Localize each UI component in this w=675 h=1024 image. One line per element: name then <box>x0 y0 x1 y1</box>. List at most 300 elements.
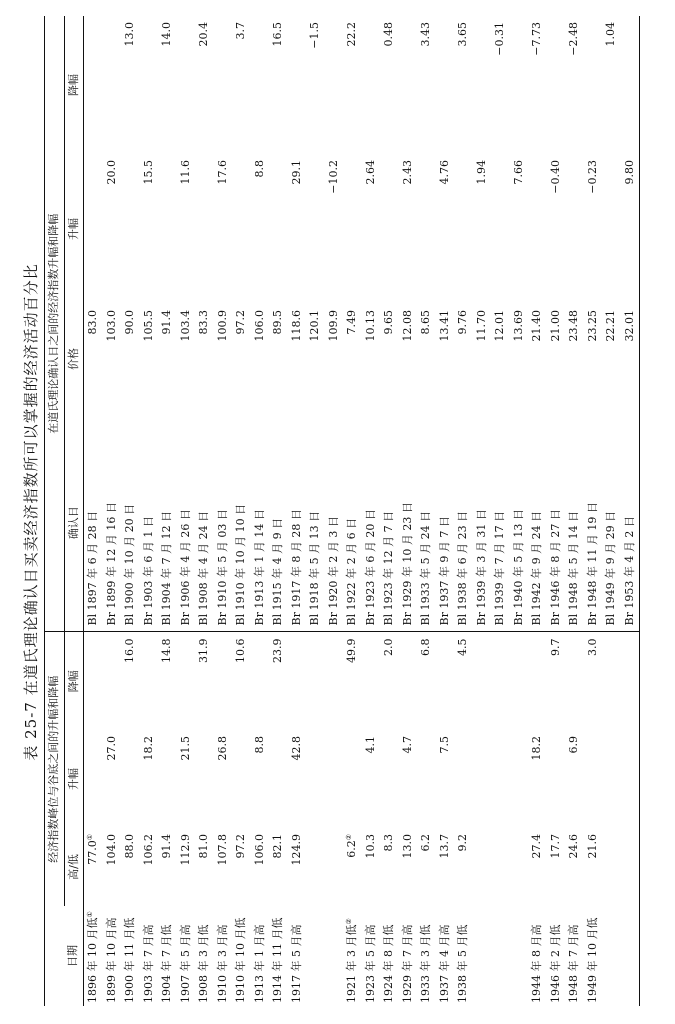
cell-confirm-date-text: Bl 1939 年 7 月 17 日 <box>493 510 506 626</box>
cell-high-low-text: 124.9 <box>289 834 303 866</box>
table-row <box>528 16 547 1006</box>
cell-fall <box>491 632 510 730</box>
cell-rise <box>491 730 510 828</box>
cell-fall <box>473 632 492 730</box>
cell-price-text: 103.4 <box>178 309 192 342</box>
cell-confirm-fall <box>417 16 436 154</box>
cell-confirm-fall <box>251 16 270 154</box>
cell-high-low <box>306 828 325 906</box>
cell-high-low <box>195 828 214 906</box>
cell-price-text: 118.6 <box>289 309 303 342</box>
cell-confirm-fall <box>232 16 251 154</box>
cell-high-low <box>214 828 233 906</box>
cell-confirm-fall <box>454 16 473 154</box>
cell-high-low <box>121 828 140 906</box>
cell-fall <box>584 632 603 730</box>
cell-date <box>325 906 344 1006</box>
cell-high-low <box>528 828 547 906</box>
cell-fall-text: 16.0 <box>123 638 136 663</box>
cell-price <box>251 304 270 414</box>
cell-date-text: 1900 年 11 月低 <box>123 917 136 1003</box>
cell-confirm-date-text: Br 1953 年 4 月 2 日 <box>622 516 636 626</box>
cell-fall <box>343 632 362 730</box>
cell-confirm-rise <box>288 154 307 304</box>
cell-fall <box>103 632 122 730</box>
cell-rise <box>343 730 362 828</box>
cell-date-text: 1937 年 4 月高 <box>437 924 451 1003</box>
cell-confirm-fall <box>399 16 418 154</box>
cell-confirm-fall <box>510 16 529 154</box>
cell-high-low <box>565 828 584 906</box>
cell-high-low-text: 104.0 <box>104 834 118 866</box>
cell-price-text: 7.49 <box>345 309 358 335</box>
cell-confirm-rise <box>454 154 473 304</box>
cell-fall <box>158 632 177 730</box>
cell-fall-text: 49.9 <box>345 638 358 663</box>
table-row <box>473 16 492 1006</box>
cell-confirm-date <box>417 414 436 632</box>
cell-date <box>528 906 547 1006</box>
cell-confirm-rise <box>251 154 270 304</box>
cell-price-text: 9.65 <box>382 309 395 335</box>
cell-confirm-date-text: Bl 1910 年 10 月 10 日 <box>234 503 247 626</box>
cell-rise <box>288 730 307 828</box>
cell-confirm-date <box>602 414 621 632</box>
cell-confirm-rise <box>473 154 492 304</box>
header-price: 价格 <box>64 304 84 414</box>
cell-date-text: 1946 年 2 月低 <box>548 924 562 1003</box>
cell-fall-text: 9.7 <box>548 638 562 656</box>
cell-confirm-rise-text: 7.66 <box>511 159 525 185</box>
cell-rise <box>621 730 640 828</box>
cell-date-text: 1904 年 7 月低 <box>160 924 173 1003</box>
cell-confirm-fall <box>584 16 603 154</box>
cell-price <box>491 304 510 414</box>
cell-confirm-fall <box>325 16 344 154</box>
footnote-marker: ① <box>86 911 94 918</box>
cell-price <box>325 304 344 414</box>
cell-confirm-rise-text: 11.6 <box>178 159 192 185</box>
table-row <box>454 16 473 1006</box>
cell-high-low <box>436 828 455 906</box>
cell-high-low-text: 91.4 <box>160 834 173 859</box>
cell-date <box>177 906 196 1006</box>
cell-rise <box>362 730 381 828</box>
cell-confirm-date <box>325 414 344 632</box>
cell-confirm-rise <box>343 154 362 304</box>
table-row <box>399 16 418 1006</box>
cell-high-low-text: 24.6 <box>567 834 580 859</box>
cell-rise <box>140 730 159 828</box>
cell-price-text: 91.4 <box>160 309 173 335</box>
cell-high-low-text: 82.1 <box>271 834 284 859</box>
table-row <box>362 16 381 1006</box>
cell-price-text: 120.1 <box>308 309 321 342</box>
cell-price <box>84 304 103 414</box>
cell-price-text: 8.65 <box>419 309 432 335</box>
cell-confirm-rise <box>195 154 214 304</box>
cell-date-text: 1908 年 3 月低 <box>197 924 210 1003</box>
cell-confirm-rise-text: −0.23 <box>585 159 599 194</box>
cell-price <box>214 304 233 414</box>
cell-date-text: 1899 年 10 月高 <box>104 917 118 1003</box>
cell-price-text: 83.0 <box>86 309 99 335</box>
cell-confirm-rise-text: 17.6 <box>215 159 229 185</box>
cell-high-low <box>417 828 436 906</box>
cell-price <box>473 304 492 414</box>
cell-date <box>121 906 140 1006</box>
cell-high-low <box>454 828 473 906</box>
cell-confirm-date-text: Br 1929 年 10 月 23 日 <box>400 502 414 626</box>
cell-high-low <box>491 828 510 906</box>
cell-confirm-rise <box>232 154 251 304</box>
cell-date <box>84 906 103 1006</box>
cell-confirm-fall <box>436 16 455 154</box>
cell-date <box>454 906 473 1006</box>
cell-confirm-date <box>84 414 103 632</box>
cell-confirm-date-text: Bl 1922 年 2 月 6 日 <box>345 517 358 626</box>
cell-rise-text: 27.0 <box>104 736 118 761</box>
cell-confirm-fall-text: −0.31 <box>493 21 506 56</box>
cell-confirm-fall <box>565 16 584 154</box>
cell-fall-text: 3.0 <box>585 638 599 656</box>
cell-confirm-rise <box>584 154 603 304</box>
cell-confirm-date <box>177 414 196 632</box>
cell-confirm-fall-text: −2.48 <box>567 21 580 56</box>
cell-high-low <box>547 828 566 906</box>
cell-confirm-date-text: Bl 1933 年 5 月 24 日 <box>419 510 432 626</box>
cell-confirm-date-text: Br 1899 年 12 月 16 日 <box>104 502 118 626</box>
header-fall-right: 降幅 <box>64 16 84 154</box>
cell-confirm-date-text: Bl 1904 年 7 月 12 日 <box>160 510 173 626</box>
cell-fall <box>306 632 325 730</box>
cell-date <box>565 906 584 1006</box>
cell-price <box>380 304 399 414</box>
cell-confirm-fall <box>177 16 196 154</box>
cell-confirm-rise <box>417 154 436 304</box>
cell-high-low-text: 13.0 <box>400 834 414 859</box>
table-row <box>121 16 140 1006</box>
cell-price-text: 83.3 <box>197 309 210 335</box>
cell-high-low <box>177 828 196 906</box>
cell-price <box>602 304 621 414</box>
cell-confirm-date <box>436 414 455 632</box>
cell-fall <box>269 632 288 730</box>
header-rise-right: 升幅 <box>64 154 84 304</box>
cell-high-low <box>140 828 159 906</box>
cell-confirm-rise <box>214 154 233 304</box>
cell-confirm-rise <box>491 154 510 304</box>
cell-price <box>177 304 196 414</box>
cell-confirm-date <box>343 414 362 632</box>
cell-confirm-date <box>491 414 510 632</box>
cell-fall <box>417 632 436 730</box>
cell-confirm-fall-text: 0.48 <box>382 21 395 47</box>
cell-confirm-fall-text: −7.73 <box>530 21 543 56</box>
cell-confirm-rise <box>306 154 325 304</box>
cell-high-low-text: 13.7 <box>437 834 451 859</box>
cell-rise-text: 18.2 <box>141 736 155 761</box>
cell-confirm-fall <box>473 16 492 154</box>
cell-price <box>121 304 140 414</box>
cell-confirm-fall <box>306 16 325 154</box>
cell-confirm-date-text: Bl 1900 年 10 月 20 日 <box>123 503 136 626</box>
cell-price-text: 11.70 <box>474 309 488 342</box>
cell-rise <box>528 730 547 828</box>
cell-confirm-date-text: Br 1903 年 6 月 1 日 <box>141 516 155 626</box>
cell-high-low-text: 106.0 <box>252 834 266 866</box>
table-title: 表 25-7 在道氏理论确认日买卖经济指数所可以掌握的经济活动百分比 <box>22 263 40 761</box>
cell-rise <box>436 730 455 828</box>
cell-rise <box>510 730 529 828</box>
cell-confirm-rise-text: −10.2 <box>326 159 340 194</box>
footnote-marker: ① <box>86 834 94 841</box>
cell-price-text: 32.01 <box>622 309 636 342</box>
cell-rise-text: 26.8 <box>215 736 229 761</box>
cell-price <box>232 304 251 414</box>
cell-high-low-text: 106.2 <box>141 834 155 866</box>
cell-price-text: 90.0 <box>123 309 136 335</box>
cell-date <box>140 906 159 1006</box>
cell-date <box>491 906 510 1006</box>
cell-price <box>269 304 288 414</box>
cell-date-text: 1917 年 5 月高 <box>289 924 303 1003</box>
cell-confirm-fall-text: 14.0 <box>160 21 173 47</box>
cell-confirm-fall <box>362 16 381 154</box>
cell-high-low-text: 107.8 <box>215 834 229 866</box>
cell-rise <box>103 730 122 828</box>
cell-high-low <box>510 828 529 906</box>
cell-confirm-date-text: Bl 1923 年 12 月 7 日 <box>382 510 395 626</box>
cell-confirm-fall-text: 3.65 <box>456 21 469 47</box>
table-row <box>510 16 529 1006</box>
cell-price <box>399 304 418 414</box>
table-row <box>232 16 251 1006</box>
cell-confirm-rise <box>547 154 566 304</box>
cell-high-low-text: 9.2 <box>456 834 469 852</box>
cell-confirm-fall <box>621 16 640 154</box>
cell-fall <box>251 632 270 730</box>
header-high-low: 高/低 <box>64 828 84 906</box>
cell-high-low <box>251 828 270 906</box>
cell-confirm-rise-text: 29.1 <box>289 159 303 185</box>
cell-confirm-date <box>380 414 399 632</box>
cell-rise <box>84 730 103 828</box>
cell-fall <box>454 632 473 730</box>
cell-date <box>510 906 529 1006</box>
cell-confirm-fall <box>195 16 214 154</box>
cell-date <box>436 906 455 1006</box>
cell-fall <box>232 632 251 730</box>
cell-confirm-rise <box>269 154 288 304</box>
table-row <box>269 16 288 1006</box>
cell-rise <box>399 730 418 828</box>
cell-rise-text: 4.7 <box>400 736 414 754</box>
cell-fall <box>121 632 140 730</box>
cell-price <box>454 304 473 414</box>
cell-high-low-text: 81.0 <box>197 834 210 859</box>
cell-confirm-fall-text: 13.0 <box>123 21 136 47</box>
cell-fall-text: 31.9 <box>197 638 210 663</box>
cell-rise <box>602 730 621 828</box>
cell-high-low <box>473 828 492 906</box>
cell-confirm-fall <box>121 16 140 154</box>
cell-rise-text: 7.5 <box>437 736 451 754</box>
cell-rise-text: 42.8 <box>289 736 303 761</box>
cell-price-text: 21.40 <box>530 309 543 342</box>
cell-confirm-rise <box>621 154 640 304</box>
table-row <box>140 16 159 1006</box>
cell-date <box>103 906 122 1006</box>
cell-fall-text: 6.8 <box>419 638 432 656</box>
cell-confirm-rise <box>399 154 418 304</box>
cell-confirm-fall-text: 20.4 <box>197 21 210 47</box>
cell-high-low-text: 97.2 <box>234 834 247 859</box>
cell-price <box>140 304 159 414</box>
cell-confirm-rise <box>103 154 122 304</box>
cell-confirm-fall-text: 16.5 <box>271 21 284 47</box>
cell-confirm-date-text: Bl 1938 年 6 月 23 日 <box>456 510 469 626</box>
table-row <box>621 16 640 1006</box>
header-date: 日期 <box>64 906 84 1006</box>
cell-date-text: 1910 年 10 月低 <box>234 917 247 1003</box>
cell-high-low <box>602 828 621 906</box>
cell-high-low-text: 21.6 <box>585 834 599 859</box>
cell-confirm-rise-text: 2.43 <box>400 159 414 185</box>
table-row <box>325 16 344 1006</box>
cell-confirm-fall <box>343 16 362 154</box>
cell-confirm-rise-text: 20.0 <box>104 159 118 185</box>
cell-high-low <box>343 828 362 906</box>
cell-price <box>436 304 455 414</box>
cell-confirm-fall <box>269 16 288 154</box>
cell-confirm-date <box>103 414 122 632</box>
cell-price-text: 106.0 <box>252 309 266 342</box>
cell-confirm-date-text: Bl 1908 年 4 月 24 日 <box>197 510 210 626</box>
cell-price-text: 22.21 <box>604 309 617 342</box>
cell-confirm-rise <box>528 154 547 304</box>
table-row <box>547 16 566 1006</box>
table-row <box>103 16 122 1006</box>
cell-fall <box>177 632 196 730</box>
cell-date <box>399 906 418 1006</box>
cell-date-text: 1923 年 5 月高 <box>363 924 377 1003</box>
cell-confirm-rise <box>158 154 177 304</box>
cell-confirm-rise-text: 1.94 <box>474 159 488 185</box>
cell-confirm-fall-text: 3.43 <box>419 21 432 47</box>
cell-high-low <box>399 828 418 906</box>
cell-confirm-rise <box>510 154 529 304</box>
cell-date <box>417 906 436 1006</box>
cell-high-low-text: 17.7 <box>548 834 562 859</box>
cell-confirm-fall <box>158 16 177 154</box>
cell-date <box>584 906 603 1006</box>
cell-fall <box>547 632 566 730</box>
cell-price <box>547 304 566 414</box>
table-row <box>343 16 362 1006</box>
cell-rise <box>306 730 325 828</box>
cell-price-text: 23.25 <box>585 309 599 342</box>
cell-fall <box>325 632 344 730</box>
cell-price <box>306 304 325 414</box>
cell-high-low <box>325 828 344 906</box>
cell-confirm-rise <box>362 154 381 304</box>
cell-price-text: 103.0 <box>104 309 118 342</box>
cell-price <box>510 304 529 414</box>
cell-date <box>269 906 288 1006</box>
cell-price <box>417 304 436 414</box>
cell-confirm-fall <box>103 16 122 154</box>
cell-fall-text: 14.8 <box>160 638 173 663</box>
cell-price <box>343 304 362 414</box>
cell-rise <box>269 730 288 828</box>
cell-rise <box>584 730 603 828</box>
cell-confirm-date-text: Br 1940 年 5 月 13 日 <box>511 509 525 626</box>
cell-confirm-fall <box>84 16 103 154</box>
cell-confirm-date-text: Br 1917 年 8 月 28 日 <box>289 509 303 626</box>
cell-high-low-text: 88.0 <box>123 834 136 859</box>
cell-price <box>621 304 640 414</box>
cell-price-text: 10.13 <box>363 309 377 342</box>
table-row <box>288 16 307 1006</box>
cell-rise <box>214 730 233 828</box>
cell-price-text: 97.2 <box>234 309 247 335</box>
footnote-marker: ② <box>345 834 353 841</box>
cell-high-low <box>621 828 640 906</box>
cell-rise-text: 8.8 <box>252 736 266 754</box>
cell-date-text: 1910 年 3 月高 <box>215 924 229 1003</box>
cell-price <box>195 304 214 414</box>
cell-confirm-rise <box>602 154 621 304</box>
cell-date-text: 1896 年 10 月低 <box>86 917 99 1003</box>
cell-date-text: 1907 年 5 月高 <box>178 924 192 1003</box>
cell-confirm-rise <box>177 154 196 304</box>
cell-rise <box>158 730 177 828</box>
cell-confirm-date-text: Br 1913 年 1 月 14 日 <box>252 509 266 626</box>
cell-high-low <box>84 828 103 906</box>
cell-confirm-fall <box>528 16 547 154</box>
cell-price-text: 109.9 <box>326 309 340 342</box>
cell-date-text: 1914 年 11 月低 <box>271 917 284 1003</box>
cell-rise <box>251 730 270 828</box>
cell-confirm-date-text: Bl 1897 年 6 月 28 日 <box>86 510 99 626</box>
cell-confirm-date <box>121 414 140 632</box>
cell-high-low <box>288 828 307 906</box>
cell-confirm-date <box>214 414 233 632</box>
cell-confirm-rise <box>565 154 584 304</box>
cell-rise <box>232 730 251 828</box>
cell-confirm-date-text: Bl 1949 年 9 月 29 日 <box>604 510 617 626</box>
cell-price-text: 13.41 <box>437 309 451 342</box>
cell-confirm-date <box>195 414 214 632</box>
cell-confirm-date <box>399 414 418 632</box>
cell-fall <box>621 632 640 730</box>
cell-confirm-rise-text: 9.80 <box>622 159 636 185</box>
table-row <box>491 16 510 1006</box>
cell-date <box>621 906 640 1006</box>
table-row <box>214 16 233 1006</box>
cell-confirm-rise-text: 15.5 <box>141 159 155 185</box>
cell-confirm-date <box>584 414 603 632</box>
cell-date <box>547 906 566 1006</box>
cell-confirm-date <box>528 414 547 632</box>
cell-price <box>288 304 307 414</box>
cell-confirm-rise <box>121 154 140 304</box>
table-row <box>417 16 436 1006</box>
cell-price-text: 12.08 <box>400 309 414 342</box>
cell-fall <box>195 632 214 730</box>
cell-confirm-rise-text: 4.76 <box>437 159 451 185</box>
